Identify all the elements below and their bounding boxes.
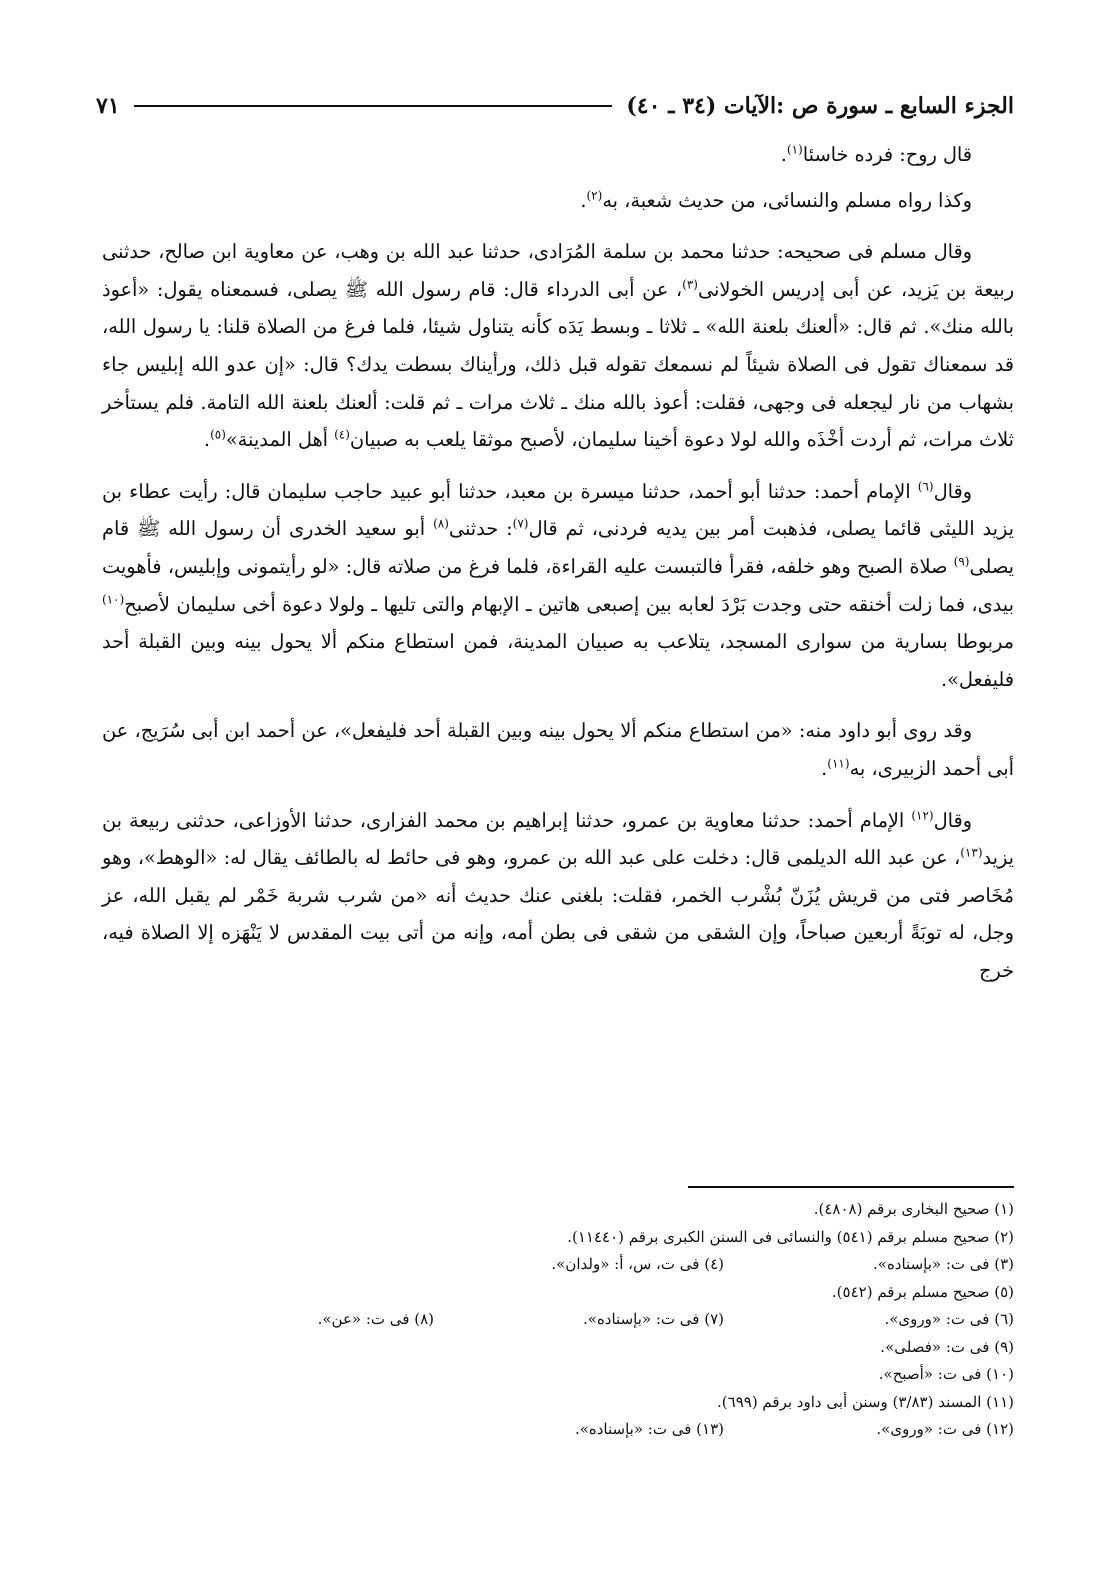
- paragraph: وكذا رواه مسلم والنسائى، من حديث شعبة، به$^{(٢)}$.: [580, 188, 972, 212]
- footnote-line: [102, 1279, 1014, 1307]
- footnote-ref: (٧): [512, 516, 529, 531]
- paragraph: قال روح: فرده خاسئا$^{(١)}$.: [780, 142, 972, 166]
- footnote-ref: (٦): [917, 479, 934, 494]
- paragraph: وقال$^{(٦)}$ الإمام أحمد: حدثنا أبو أحمد، حدثنا ميسرة بن معبد، حدثنا أبو عبيد حاجب سليمان قال: رأيت عطاء بن يزيد الليثى قائما يصلى، فذهبت أمر بين يديه فردنى، ثم قال$^{(٧)}$: حدثنى$^{(٨)}$ أبو سعيد الخدرى أن رسول الله ﷺ قام يصلى$^{(٩)}$ صلاة الصبح وهو خلفه، فقرأ فالتبست عليه القراءة، فلما فرغ من صلاته قال: «لو رأيتمونى وإبليس، فأهويت بيدى، فما زلت أخنقه حتى وجدت بَرْدَ لعابه بين إصبعى هاتين ـ الإبهام والتى تليها ـ ولولا دعوة أخى سليمان لأصبح$^{(١٠)}$ مربوطا بسارية من سوارى المسجد، يتلاعب به صبيان المدينة، فمن استطاع منكم ألا يحول بينه وبين القبلة أحد فليفعل».: [102, 479, 1015, 691]
- footnote: (٤) فى ت، س، أ: «ولدان».: [551, 1255, 724, 1273]
- footnote-ref: (٥): [210, 427, 226, 442]
- footnote-line: [102, 1361, 1014, 1389]
- footnote-ref: (٣): [682, 277, 698, 292]
- footnote-ref: (٩): [953, 554, 970, 569]
- footnote: (١٢) فى ت: «وروى».: [876, 1420, 1014, 1438]
- footnote-line: [102, 1334, 1014, 1362]
- paragraph: وقال$^{(١٢)}$ الإمام أحمد: حدثنا معاوية بن عمرو، حدثنا إبراهيم بن محمد الفزارى، حدثنا الأوزاعى، حدثنى ربيعة بن يزيد$^{(١٣)}$، عن عبد الله الديلمى قال: دخلت على عبد الله بن عمرو، وهو فى حائط له بالطائف يقال له: «الوهط»، وهو مُخَاصر فتى من قريش يُزَنّ بُشْرب الخمر، فقلت: بلغنى عنك حديث أنه «من شرب شربة خَمْر لم يقبل الله، عز وجل، له توبَةً أربعين صباحاً، وإن الشقى من شقى فى بطن أمه، وإنه من أتى بيت المقدس لا يَنْهَزه إلا الصلاة فيه، خرج: [102, 808, 1014, 982]
- footnote-line: [102, 1306, 1014, 1334]
- footnote: (٧) فى ت: «بإسناده».: [583, 1310, 724, 1328]
- footnote: (٣) فى ت: «بإسناده».: [873, 1255, 1014, 1273]
- running-header: [96, 88, 1014, 124]
- footnote-line: [102, 1416, 1014, 1444]
- footnote: (٨) فى ت: «عن».: [317, 1310, 434, 1328]
- footnote-line: [102, 1251, 1014, 1279]
- header-title: الجزء السابع ـ سورة ص :الآيات (٣٤ ـ ٤٠): [626, 93, 1014, 119]
- footnote-ref: (١٣): [960, 845, 983, 860]
- footnote: (٦) فى ت: «وروى».: [884, 1310, 1014, 1328]
- footnote-separator: [688, 1186, 1014, 1188]
- footnote: (١) صحيح البخارى برقم (٤٨٠٨).: [813, 1200, 1014, 1218]
- footnote-line: [102, 1196, 1014, 1224]
- footnotes: [102, 1196, 1014, 1444]
- footnote: (٥) صحيح مسلم برقم (٥٤٢).: [831, 1282, 1014, 1301]
- paragraph: وقد روى أبو داود منه: «من استطاع منكم ألا يحول بينه وبين القبلة أحد فليفعل»، عن أحمد ابن أبى سُرَيج، عن أبى أحمد الزبيرى، به$^{(١١)}$.: [102, 719, 1014, 780]
- body-text: [102, 136, 1014, 997]
- footnote-ref: (٤): [334, 427, 350, 442]
- footnote: (١١) المسند (٣/٨٣) وسنن أبى داود برقم (٦٩٩).: [717, 1392, 1014, 1411]
- paragraph: وقال مسلم فى صحيحه: حدثنا محمد بن سلمة المُرَادى، حدثنا عبد الله بن وهب، عن معاوية ابن صالح، حدثنى ربيعة بن يَزيد، عن أبى إدريس الخولانى$^{(٣)}$، عن أبى الدرداء قال: قام رسول الله ﷺ يصلى، فسمعناه يقول: «أعوذ بالله منك». ثم قال: «ألعنك بلعنة الله» ـ ثلاثا ـ وبسط يَدَه كأنه يتناول شيئا، فلما فرغ من الصلاة قلنا: يا رسول الله، قد سمعناك تقول فى الصلاة شيئاً لم نسمعك تقوله قبل ذلك، ورأيناك بسطت يدك؟ قال: «إن عدو الله إبليس جاء بشهاب من نار ليجعله فى وجهى، فقلت: أعوذ بالله منك ـ ثلاث مرات ـ ثم قلت: ألعنك بلعنة الله التامة. فلم يستأخر ثلاث مرات، ثم أردت أخْذَه والله لولا دعوة أخينا سليمان، لأصبح موثقا يلعب به صبيان$^{(٤)}$ أهل المدينة»$^{(٥)}$.: [102, 240, 1015, 452]
- footnote-ref: (٢): [586, 188, 603, 203]
- footnote: (٩) فى ت: «فصلى».: [880, 1337, 1014, 1356]
- footnote: (٢) صحيح مسلم برقم (٥٤١) والنسائى فى السنن الكبرى برقم (١١٤٤٠).: [567, 1227, 1014, 1246]
- page-number: ٧١: [96, 93, 120, 119]
- footnote-ref: (١٢): [911, 808, 934, 823]
- footnote-line: [102, 1389, 1014, 1417]
- footnote-ref: (١٠): [102, 592, 125, 607]
- footnote-ref: (١): [786, 142, 803, 157]
- footnote-line: [102, 1224, 1014, 1252]
- footnote-ref: (١١): [827, 756, 850, 771]
- footnote: (١٠) فى ت: «أصبح».: [878, 1365, 1014, 1383]
- footnote: (١٣) فى ت: «بإسناده».: [574, 1420, 724, 1438]
- footnote-ref: (٨): [433, 516, 449, 531]
- header-rule: [134, 105, 613, 107]
